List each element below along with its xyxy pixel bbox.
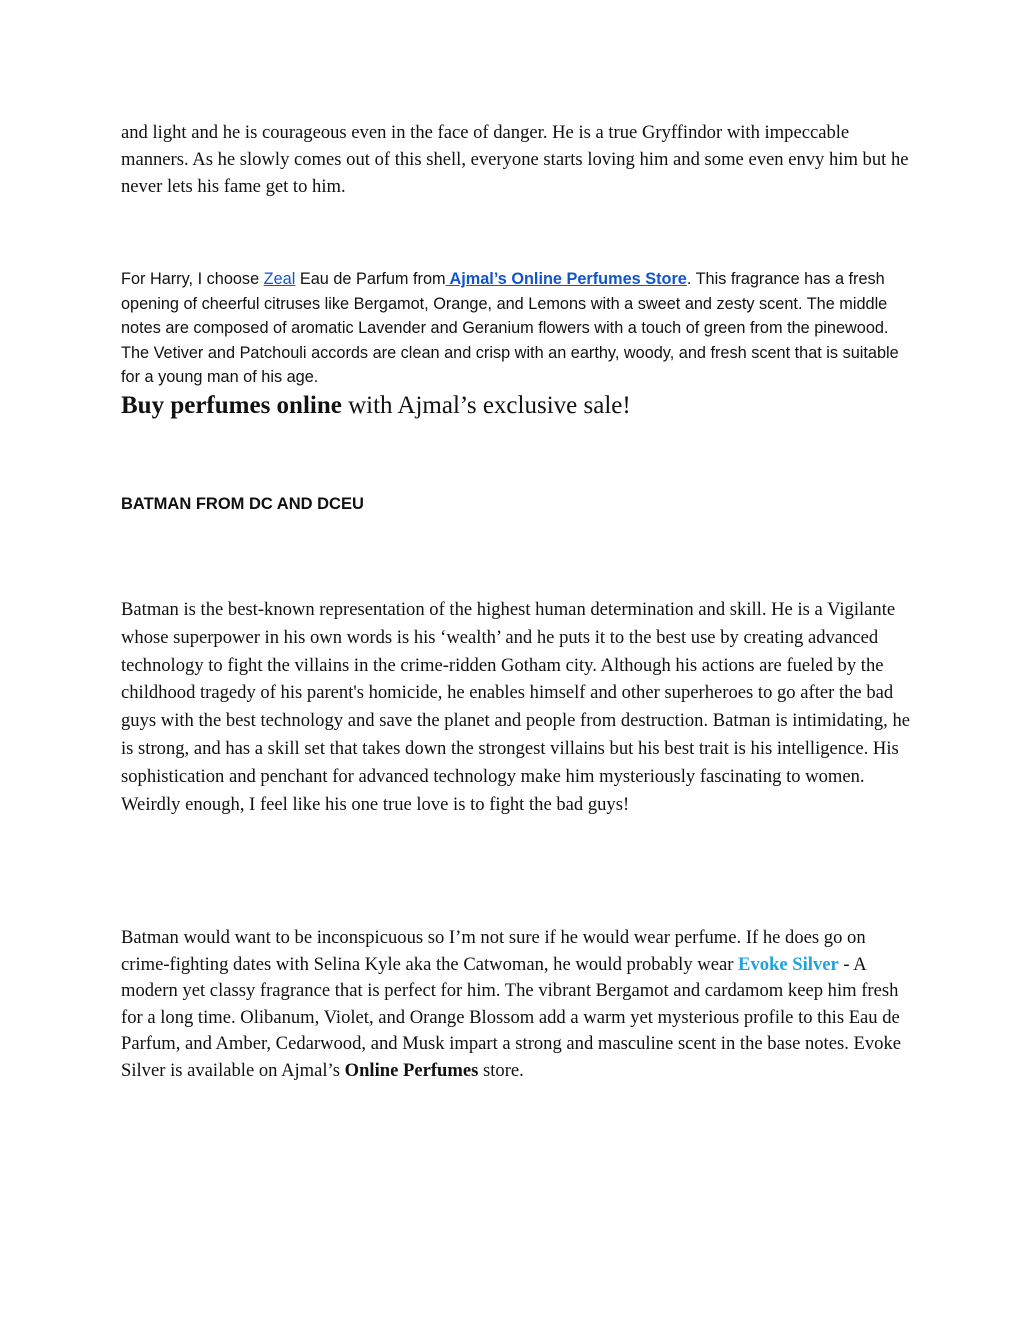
buy-online-callout <box>121 390 911 422</box>
harry-perfume-paragraph <box>121 267 911 390</box>
batman-perfume-paragraph <box>121 925 911 1085</box>
intro-paragraph: and light and he is courageous even in the face of danger. He is a true Gryffindor with impeccable manners. As he slowly comes out of this shell, everyone starts loving him and some even envy him but he never lets his fame get to him. <box>121 122 909 197</box>
batman-pick-prefix: Batman would want to be inconspicuous so I’m not sure if he would wear perfume. If he does go on crime-fighting dates with Selina Kyle aka the Catwoman, he would probably wear <box>121 927 866 975</box>
harry-pick-middle: Eau de Parfum from <box>295 270 446 288</box>
buy-online-rest: with Ajmal’s exclusive sale! <box>341 392 631 419</box>
batman-description-paragraph: Batman is the best-known representation of the highest human determination and skill. He is a Vigilante whose superpower in his own words is his ‘wealth’ and he puts it to the best use by creating advanced technology to fight the villains in the crime-ridden Gotham city. Although his actions are fueled by the childhood tragedy of his parent's homicide, he enables himself and other superheroes to go after the bad guys with the best technology and save the planet and people from destruction. Batman is intimidating, he is strong, and has a skill set that takes down the strongest villains but his best trait is his intelligence. His sophistication and penchant for advanced technology make him mysteriously fascinating to women. Weirdly enough, I feel like his one true love is to fight the bad guys! <box>121 599 911 815</box>
batman-pick-middle: - A modern yet classy fragrance that is perfect for him. The vibrant Bergamot and cardamom keep him fresh for a long time. Olibanum, Violet, and Orange Blossom add a warm yet mysterious profile to this Eau de Parfum, and Amber, Cedarwood, and Musk impart a strong and masculine scent in the base notes. Evoke Silver is available on Ajmal’s <box>121 953 902 1081</box>
section-heading-batman: BATMAN FROM DC AND DCEU <box>121 495 364 513</box>
batman-pick-suffix: store. <box>478 1059 524 1081</box>
buy-online-bold: Buy perfumes online <box>121 392 342 419</box>
evoke-silver-product: Evoke Silver <box>738 953 839 975</box>
harry-pick-rest: . This fragrance has a fresh opening of cheerful citruses like Bergamot, Orange, and Lemons with a sweet and zesty scent. The middle notes are composed of aromatic Lavender and Geranium flowers with a touch of green from the pinewood. The Vetiver and Patchouli accords are clean and crisp with an earthy, woody, and fresh scent that is suitable for a young man of his age. <box>121 270 899 386</box>
ajmal-store-link[interactable]: Ajmal’s Online Perfumes Store <box>445 270 687 288</box>
harry-pick-prefix: For Harry, I choose <box>121 270 264 288</box>
zeal-link[interactable]: Zeal <box>263 270 296 288</box>
online-perfumes-bold: Online Perfumes <box>344 1059 479 1081</box>
